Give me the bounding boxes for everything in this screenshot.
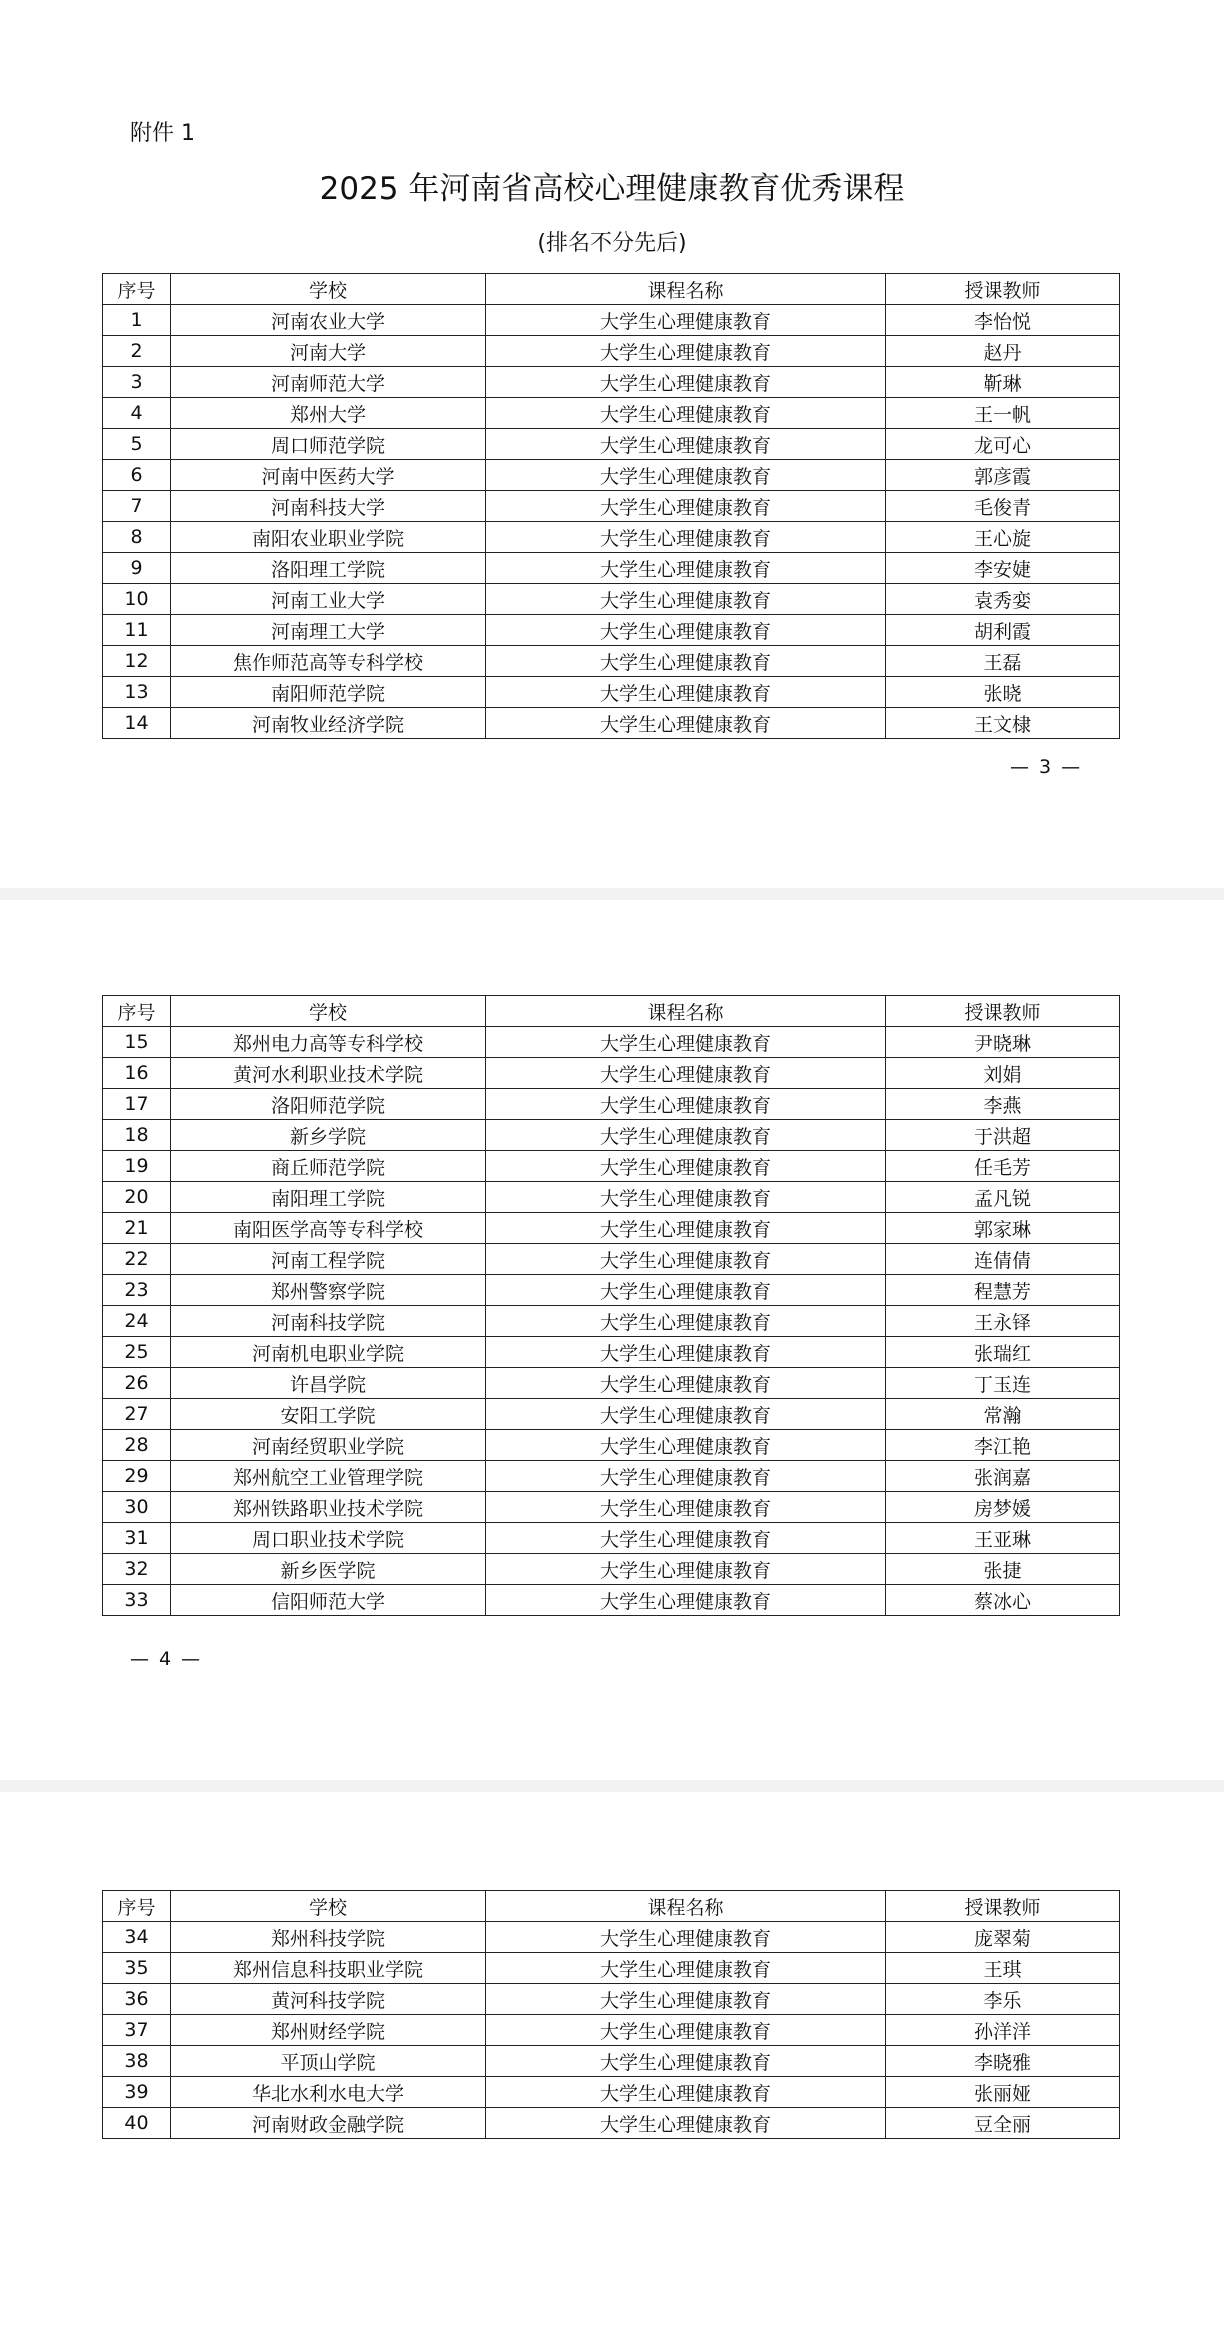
table-row <box>103 1182 1120 1213</box>
cell-course: 大学生心理健康教育 <box>486 2077 886 2108</box>
table-row <box>103 460 1120 491</box>
cell-course: 大学生心理健康教育 <box>486 1922 886 1953</box>
cell-no: 28 <box>103 1430 171 1461</box>
cell-school: 河南经贸职业学院 <box>171 1430 486 1461</box>
cell-school: 周口职业技术学院 <box>171 1523 486 1554</box>
cell-course: 大学生心理健康教育 <box>486 522 886 553</box>
cell-no: 14 <box>103 708 171 739</box>
cell-no: 20 <box>103 1182 171 1213</box>
cell-school: 郑州大学 <box>171 398 486 429</box>
cell-school: 新乡医学院 <box>171 1554 486 1585</box>
table-row <box>103 1922 1120 1953</box>
cell-teacher: 王永铎 <box>886 1306 1120 1337</box>
cell-no: 7 <box>103 491 171 522</box>
cell-teacher: 靳琳 <box>886 367 1120 398</box>
table-row <box>103 2015 1120 2046</box>
cell-teacher: 豆全丽 <box>886 2108 1120 2139</box>
table-body <box>103 1922 1120 2139</box>
cell-course: 大学生心理健康教育 <box>486 1368 886 1399</box>
cell-no: 2 <box>103 336 171 367</box>
cell-school: 黄河水利职业技术学院 <box>171 1058 486 1089</box>
table-row <box>103 2077 1120 2108</box>
cell-teacher: 郭彦霞 <box>886 460 1120 491</box>
table-row <box>103 1120 1120 1151</box>
cell-course: 大学生心理健康教育 <box>486 460 886 491</box>
cell-course: 大学生心理健康教育 <box>486 1058 886 1089</box>
cell-school: 河南工业大学 <box>171 584 486 615</box>
cell-course: 大学生心理健康教育 <box>486 1492 886 1523</box>
cell-course: 大学生心理健康教育 <box>486 1953 886 1984</box>
cell-no: 37 <box>103 2015 171 2046</box>
cell-teacher: 张瑞红 <box>886 1337 1120 1368</box>
cell-teacher: 刘娟 <box>886 1058 1120 1089</box>
header-school: 学校 <box>171 1891 486 1922</box>
cell-no: 27 <box>103 1399 171 1430</box>
cell-teacher: 庞翠菊 <box>886 1922 1120 1953</box>
cell-teacher: 张润嘉 <box>886 1461 1120 1492</box>
header-no: 序号 <box>103 996 171 1027</box>
cell-teacher: 常瀚 <box>886 1399 1120 1430</box>
document-page-3 <box>0 1792 1224 2339</box>
table-row <box>103 1275 1120 1306</box>
cell-course: 大学生心理健康教育 <box>486 677 886 708</box>
header-teacher: 授课教师 <box>886 1891 1120 1922</box>
cell-teacher: 王琪 <box>886 1953 1120 1984</box>
cell-teacher: 赵丹 <box>886 336 1120 367</box>
cell-school: 焦作师范高等专科学校 <box>171 646 486 677</box>
cell-course: 大学生心理健康教育 <box>486 646 886 677</box>
document-title: 2025 年河南省高校心理健康教育优秀课程 <box>319 171 905 207</box>
cell-school: 河南理工大学 <box>171 615 486 646</box>
cell-school: 郑州警察学院 <box>171 1275 486 1306</box>
cell-course: 大学生心理健康教育 <box>486 2015 886 2046</box>
cell-teacher: 张丽娅 <box>886 2077 1120 2108</box>
table-header-row <box>103 1891 1120 1922</box>
cell-no: 35 <box>103 1953 171 1984</box>
cell-course: 大学生心理健康教育 <box>486 1523 886 1554</box>
cell-no: 16 <box>103 1058 171 1089</box>
cell-course: 大学生心理健康教育 <box>486 491 886 522</box>
cell-course: 大学生心理健康教育 <box>486 1120 886 1151</box>
cell-course: 大学生心理健康教育 <box>486 584 886 615</box>
cell-school: 南阳理工学院 <box>171 1182 486 1213</box>
table-row <box>103 336 1120 367</box>
cell-teacher: 孟凡锐 <box>886 1182 1120 1213</box>
cell-no: 10 <box>103 584 171 615</box>
header-course: 课程名称 <box>486 1891 886 1922</box>
cell-teacher: 胡利霞 <box>886 615 1120 646</box>
table-row <box>103 491 1120 522</box>
table-row <box>103 1213 1120 1244</box>
table-row <box>103 522 1120 553</box>
cell-teacher: 孙洋洋 <box>886 2015 1120 2046</box>
cell-no: 1 <box>103 305 171 336</box>
cell-school: 华北水利水电大学 <box>171 2077 486 2108</box>
table-row <box>103 677 1120 708</box>
table-body <box>103 305 1120 739</box>
table-row <box>103 1984 1120 2015</box>
cell-school: 黄河科技学院 <box>171 1984 486 2015</box>
cell-course: 大学生心理健康教育 <box>486 1984 886 2015</box>
table-row <box>103 429 1120 460</box>
cell-school: 周口师范学院 <box>171 429 486 460</box>
cell-course: 大学生心理健康教育 <box>486 1275 886 1306</box>
cell-course: 大学生心理健康教育 <box>486 1430 886 1461</box>
cell-school: 信阳师范大学 <box>171 1585 486 1616</box>
cell-course: 大学生心理健康教育 <box>486 2046 886 2077</box>
cell-school: 河南科技大学 <box>171 491 486 522</box>
cell-school: 洛阳师范学院 <box>171 1089 486 1120</box>
header-no: 序号 <box>103 1891 171 1922</box>
cell-no: 5 <box>103 429 171 460</box>
cell-school: 郑州航空工业管理学院 <box>171 1461 486 1492</box>
cell-teacher: 王磊 <box>886 646 1120 677</box>
table-row <box>103 1151 1120 1182</box>
table-body <box>103 1027 1120 1616</box>
cell-course: 大学生心理健康教育 <box>486 336 886 367</box>
cell-teacher: 王心旋 <box>886 522 1120 553</box>
table-row <box>103 1523 1120 1554</box>
cell-no: 29 <box>103 1461 171 1492</box>
cell-course: 大学生心理健康教育 <box>486 708 886 739</box>
cell-school: 许昌学院 <box>171 1368 486 1399</box>
cell-no: 24 <box>103 1306 171 1337</box>
cell-no: 39 <box>103 2077 171 2108</box>
cell-course: 大学生心理健康教育 <box>486 1399 886 1430</box>
cell-school: 河南师范大学 <box>171 367 486 398</box>
table-row <box>103 2108 1120 2139</box>
cell-no: 11 <box>103 615 171 646</box>
cell-no: 13 <box>103 677 171 708</box>
table-row <box>103 1585 1120 1616</box>
cell-no: 6 <box>103 460 171 491</box>
cell-course: 大学生心理健康教育 <box>486 615 886 646</box>
course-table <box>102 273 1120 739</box>
cell-teacher: 丁玉连 <box>886 1368 1120 1399</box>
table-row <box>103 1554 1120 1585</box>
cell-no: 32 <box>103 1554 171 1585</box>
cell-no: 22 <box>103 1244 171 1275</box>
cell-no: 3 <box>103 367 171 398</box>
header-no: 序号 <box>103 274 171 305</box>
cell-school: 南阳农业职业学院 <box>171 522 486 553</box>
cell-school: 河南中医药大学 <box>171 460 486 491</box>
course-table <box>102 1890 1120 2139</box>
table-row <box>103 553 1120 584</box>
cell-teacher: 任毛芳 <box>886 1151 1120 1182</box>
cell-course: 大学生心理健康教育 <box>486 1151 886 1182</box>
cell-course: 大学生心理健康教育 <box>486 1337 886 1368</box>
cell-teacher: 李江艳 <box>886 1430 1120 1461</box>
cell-teacher: 袁秀娈 <box>886 584 1120 615</box>
cell-no: 40 <box>103 2108 171 2139</box>
table-row <box>103 708 1120 739</box>
table-row <box>103 1430 1120 1461</box>
cell-no: 4 <box>103 398 171 429</box>
cell-teacher: 李乐 <box>886 1984 1120 2015</box>
cell-school: 洛阳理工学院 <box>171 553 486 584</box>
cell-school: 河南科技学院 <box>171 1306 486 1337</box>
cell-teacher: 王一帆 <box>886 398 1120 429</box>
header-course: 课程名称 <box>486 996 886 1027</box>
cell-no: 38 <box>103 2046 171 2077</box>
table-row <box>103 615 1120 646</box>
cell-teacher: 王亚琳 <box>886 1523 1120 1554</box>
table-row <box>103 1306 1120 1337</box>
cell-course: 大学生心理健康教育 <box>486 2108 886 2139</box>
cell-teacher: 房梦媛 <box>886 1492 1120 1523</box>
cell-course: 大学生心理健康教育 <box>486 429 886 460</box>
cell-no: 26 <box>103 1368 171 1399</box>
header-school: 学校 <box>171 996 486 1027</box>
table-row <box>103 2046 1120 2077</box>
cell-course: 大学生心理健康教育 <box>486 553 886 584</box>
cell-teacher: 王文棣 <box>886 708 1120 739</box>
cell-no: 25 <box>103 1337 171 1368</box>
cell-school: 河南大学 <box>171 336 486 367</box>
cell-school: 商丘师范学院 <box>171 1151 486 1182</box>
cell-school: 河南牧业经济学院 <box>171 708 486 739</box>
table-row <box>103 1461 1120 1492</box>
header-teacher: 授课教师 <box>886 274 1120 305</box>
cell-teacher: 李晓雅 <box>886 2046 1120 2077</box>
header-teacher: 授课教师 <box>886 996 1120 1027</box>
cell-no: 17 <box>103 1089 171 1120</box>
cell-no: 8 <box>103 522 171 553</box>
table-header-row <box>103 274 1120 305</box>
cell-course: 大学生心理健康教育 <box>486 1306 886 1337</box>
cell-course: 大学生心理健康教育 <box>486 398 886 429</box>
cell-no: 36 <box>103 1984 171 2015</box>
cell-school: 南阳师范学院 <box>171 677 486 708</box>
document-subtitle: (排名不分先后) <box>537 231 687 256</box>
cell-teacher: 李燕 <box>886 1089 1120 1120</box>
table-row <box>103 1027 1120 1058</box>
cell-school: 南阳医学高等专科学校 <box>171 1213 486 1244</box>
cell-course: 大学生心理健康教育 <box>486 1461 886 1492</box>
cell-teacher: 于洪超 <box>886 1120 1120 1151</box>
cell-no: 33 <box>103 1585 171 1616</box>
table-row <box>103 646 1120 677</box>
table-row <box>103 1953 1120 1984</box>
cell-school: 河南财政金融学院 <box>171 2108 486 2139</box>
cell-course: 大学生心理健康教育 <box>486 1585 886 1616</box>
header-school: 学校 <box>171 274 486 305</box>
cell-school: 郑州信息科技职业学院 <box>171 1953 486 1984</box>
cell-teacher: 李怡悦 <box>886 305 1120 336</box>
cell-teacher: 程慧芳 <box>886 1275 1120 1306</box>
cell-school: 新乡学院 <box>171 1120 486 1151</box>
cell-school: 郑州铁路职业技术学院 <box>171 1492 486 1523</box>
table-header-row <box>103 996 1120 1027</box>
cell-school: 河南机电职业学院 <box>171 1337 486 1368</box>
document-page-2 <box>0 900 1224 1780</box>
cell-school: 郑州财经学院 <box>171 2015 486 2046</box>
cell-no: 21 <box>103 1213 171 1244</box>
cell-teacher: 连倩倩 <box>886 1244 1120 1275</box>
cell-teacher: 张晓 <box>886 677 1120 708</box>
cell-teacher: 尹晓琳 <box>886 1027 1120 1058</box>
cell-school: 安阳工学院 <box>171 1399 486 1430</box>
cell-no: 34 <box>103 1922 171 1953</box>
cell-teacher: 蔡冰心 <box>886 1585 1120 1616</box>
cell-course: 大学生心理健康教育 <box>486 1182 886 1213</box>
table-row <box>103 367 1120 398</box>
cell-school: 郑州科技学院 <box>171 1922 486 1953</box>
cell-teacher: 毛俊青 <box>886 491 1120 522</box>
cell-school: 平顶山学院 <box>171 2046 486 2077</box>
course-table <box>102 995 1120 1616</box>
cell-teacher: 龙可心 <box>886 429 1120 460</box>
cell-course: 大学生心理健康教育 <box>486 305 886 336</box>
cell-course: 大学生心理健康教育 <box>486 1213 886 1244</box>
table-row <box>103 1058 1120 1089</box>
cell-no: 19 <box>103 1151 171 1182</box>
table-row <box>103 1337 1120 1368</box>
table-row <box>103 398 1120 429</box>
cell-no: 31 <box>103 1523 171 1554</box>
table-row <box>103 1244 1120 1275</box>
cell-no: 12 <box>103 646 171 677</box>
table-row <box>103 584 1120 615</box>
table-row <box>103 1368 1120 1399</box>
cell-no: 30 <box>103 1492 171 1523</box>
header-course: 课程名称 <box>486 274 886 305</box>
cell-course: 大学生心理健康教育 <box>486 1089 886 1120</box>
table-row <box>103 1089 1120 1120</box>
cell-no: 15 <box>103 1027 171 1058</box>
cell-school: 郑州电力高等专科学校 <box>171 1027 486 1058</box>
cell-teacher: 李安婕 <box>886 553 1120 584</box>
cell-teacher: 郭家琳 <box>886 1213 1120 1244</box>
cell-course: 大学生心理健康教育 <box>486 1027 886 1058</box>
cell-course: 大学生心理健康教育 <box>486 1244 886 1275</box>
table-row <box>103 305 1120 336</box>
attachment-label: 附件 1 <box>130 121 195 146</box>
cell-no: 23 <box>103 1275 171 1306</box>
table-row <box>103 1399 1120 1430</box>
cell-teacher: 张捷 <box>886 1554 1120 1585</box>
cell-no: 18 <box>103 1120 171 1151</box>
cell-school: 河南农业大学 <box>171 305 486 336</box>
cell-course: 大学生心理健康教育 <box>486 367 886 398</box>
document-page-1 <box>0 0 1224 888</box>
page-number: — 3 — <box>1010 756 1083 778</box>
table-row <box>103 1492 1120 1523</box>
page-number: — 4 — <box>130 1648 203 1670</box>
cell-no: 9 <box>103 553 171 584</box>
cell-course: 大学生心理健康教育 <box>486 1554 886 1585</box>
cell-school: 河南工程学院 <box>171 1244 486 1275</box>
